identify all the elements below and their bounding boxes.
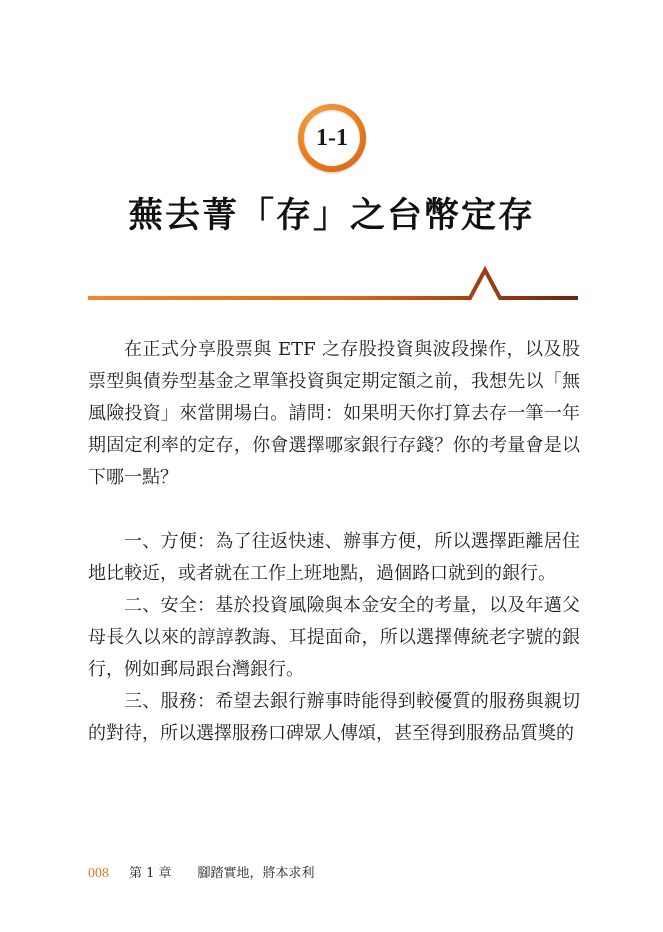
chapter-label: 第 1 章 [129, 866, 172, 881]
title-divider-rule [88, 262, 578, 306]
paragraph-option-convenience: 一、方便：為了往返快速、辦事方便，所以選擇距離居住地比較近，或者就在工作上班地點，過個路口就到的銀行。 [88, 531, 580, 584]
section-number: 1-1 [316, 124, 348, 151]
title-divider-line [88, 270, 578, 298]
paragraph-intro: 在正式分享股票與 ETF 之存股投資與波段操作，以及股票型與債券型基金之單筆投資與定期定額之前，我想先以「無風險投資」來當開場白。請問：如果明天你打算去存一筆一年期固定利率的定存，你會選擇哪家銀行存錢？你的考量會是以下哪一點？ [88, 339, 580, 488]
paragraph-option-service: 三、服務：希望去銀行辦事時能得到較優質的服務與親切的對待，所以選擇服務口碑眾人傳頌，甚至得到服務品質獎的 [88, 691, 580, 744]
section-title: 蕪去菁「存」之台幣定存 [127, 196, 535, 236]
section-number-badge [298, 104, 366, 172]
paragraph-option-safety: 二、安全：基於投資風險與本金安全的考量，以及年邁父母長久以來的諄諄教誨、耳提面命，所以選擇傳統老字號的銀行，例如郵局跟台灣銀行。 [88, 595, 580, 680]
section-number-badge-inner [304, 110, 360, 166]
page-number: 008 [88, 866, 109, 881]
body-text [88, 334, 580, 750]
chapter-title: 腳踏實地，將本求利 [197, 866, 315, 881]
page-footer [88, 862, 315, 882]
